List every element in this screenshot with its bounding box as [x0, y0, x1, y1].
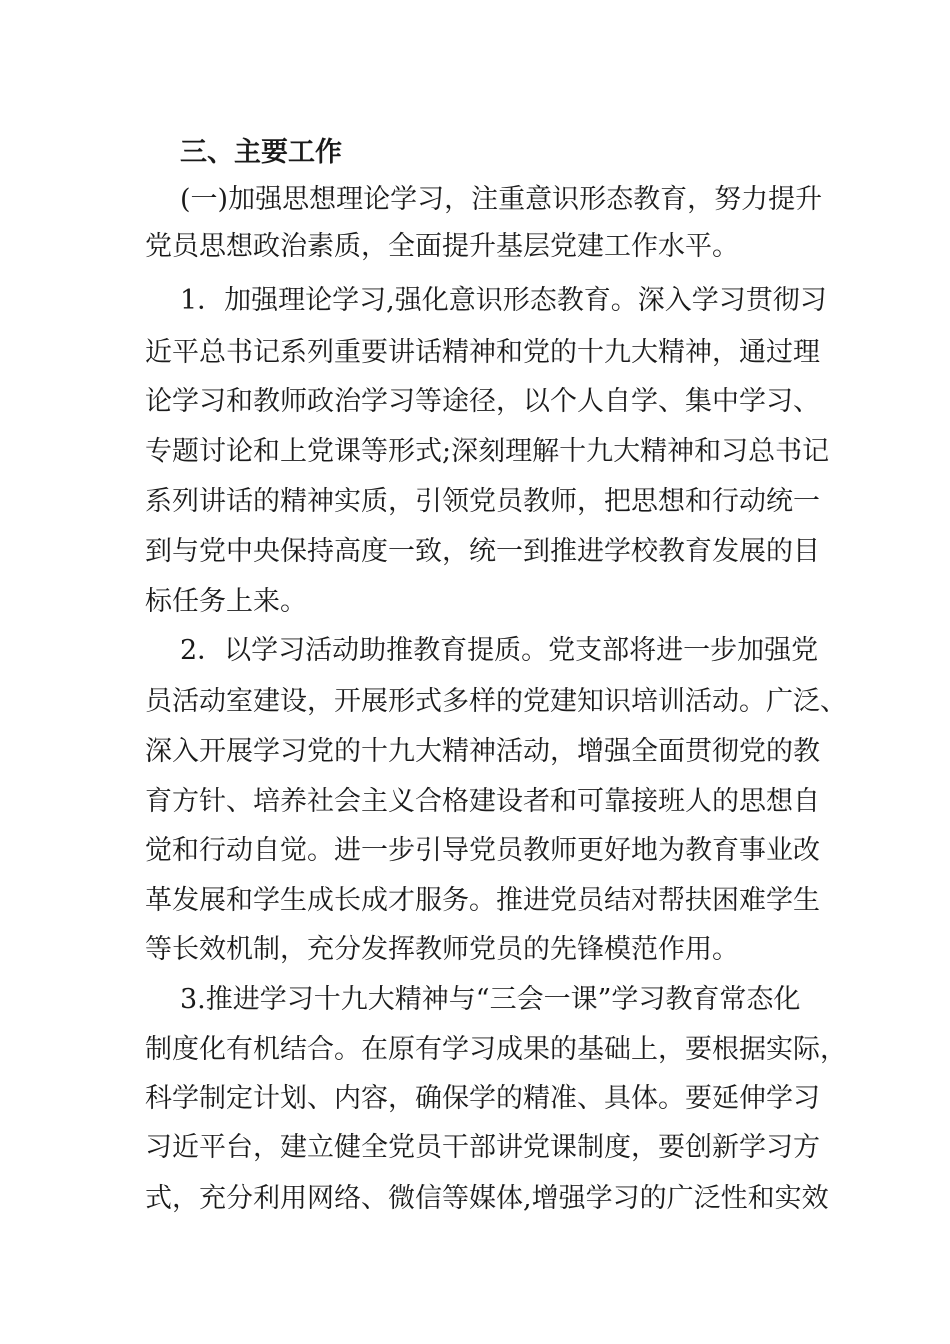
paragraph-line: 深入开展学习党的十九大精神活动，增强全面贯彻党的教 [145, 736, 820, 767]
paragraph-line: 育方针、培养社会主义合格建设者和可靠接班人的思想自 [145, 786, 820, 817]
paragraph-line: 2．以学习活动助推教育提质。党支部将进一步加强党 [180, 635, 819, 666]
paragraph-line: (一)加强思想理论学习，注重意识形态教育，努力提升 [180, 184, 823, 215]
paragraph-line: 3.推进学习十九大精神与“三会一课”学习教育常态化 [180, 984, 801, 1015]
paragraph-line: 标任务上来。 [145, 586, 307, 617]
paragraph-line: 1．加强理论学习,强化意识形态教育。深入学习贯彻习 [180, 285, 827, 316]
paragraph-line: 系列讲话的精神实质，引领党员教师，把思想和行动统一 [145, 486, 820, 517]
paragraph-line: 觉和行动自觉。进一步引导党员教师更好地为教育事业改 [145, 835, 820, 866]
paragraph-line: 等长效机制，充分发挥教师党员的先锋模范作用。 [145, 934, 739, 965]
paragraph-line: 论学习和教师政治学习等途径，以个人自学、集中学习、 [145, 386, 820, 417]
paragraph-line: 习近平台，建立健全党员干部讲党课制度，要创新学习方 [145, 1132, 820, 1163]
paragraph-line: 革发展和学生成长成才服务。推进党员结对帮扶困难学生 [145, 885, 820, 916]
paragraph-line: 到与党中央保持高度一致，统一到推进学校教育发展的目 [145, 536, 820, 567]
paragraph-line: 科学制定计划、内容，确保学的精准、具体。要延伸学习 [145, 1083, 820, 1114]
paragraph-line: 专题讨论和上党课等形式;深刻理解十九大精神和习总书记 [145, 436, 830, 467]
paragraph-line: 近平总书记系列重要讲话精神和党的十九大精神，通过理 [145, 337, 820, 368]
paragraph-line: 式，充分利用网络、微信等媒体,增强学习的广泛性和实效 [145, 1183, 829, 1214]
section-heading: 三、主要工作 [180, 137, 342, 168]
paragraph-line: 员活动室建设，开展形式多样的党建知识培训活动。广泛、 [145, 686, 847, 717]
paragraph-line: 制度化有机结合。在原有学习成果的基础上，要根据实际， [145, 1034, 847, 1065]
paragraph-line: 党员思想政治素质，全面提升基层党建工作水平。 [145, 231, 739, 262]
